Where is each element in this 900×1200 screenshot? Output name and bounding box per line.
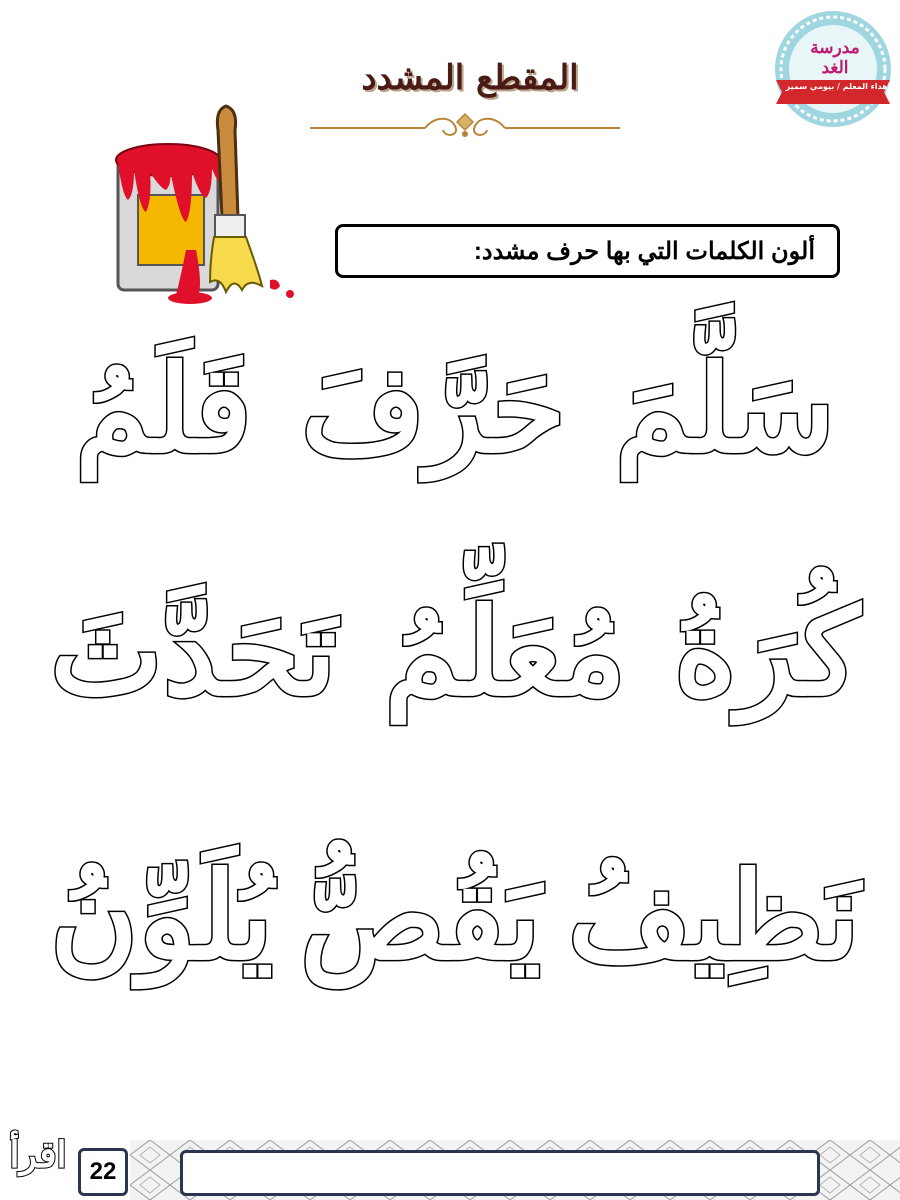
instruction-text: ألون الكلمات التي بها حرف مشدد: (473, 237, 815, 265)
paint-brush-icon (210, 106, 294, 298)
page-number-text: 22 (89, 1158, 117, 1185)
word-item[interactable]: مُعَلِّمُ (384, 582, 627, 723)
logo-subtitle: إهداء المعلم / بيومي سمير (785, 82, 891, 91)
answer-box[interactable] (180, 1150, 820, 1196)
instruction-box (335, 224, 840, 278)
page-title: المقطع المشدد (361, 58, 579, 98)
iqra-logo: اقرأ (9, 1134, 67, 1176)
ornament-divider-icon (305, 108, 625, 148)
word-item[interactable]: نَظِيفُ (567, 846, 860, 987)
word-item[interactable]: حَرَّفَ (301, 339, 566, 480)
word-item[interactable]: يُلَوِّنُ (50, 846, 274, 987)
word-item[interactable]: تَحَدَّثَ (50, 582, 337, 723)
logo-title: مدرسة الغد (810, 38, 860, 78)
word-item[interactable]: كُرَةُ (673, 582, 860, 723)
page-number (78, 1148, 128, 1196)
word-row-2 (40, 558, 870, 748)
word-item[interactable]: يَقُصُّ (299, 846, 542, 987)
paint-illustration (100, 100, 320, 305)
word-row-3 (40, 822, 870, 1012)
word-item[interactable]: قَلَمُ (75, 339, 252, 480)
paint-bucket-icon (116, 144, 220, 304)
word-item[interactable]: سَلَّمَ (614, 339, 835, 480)
word-row-1 (40, 315, 870, 505)
